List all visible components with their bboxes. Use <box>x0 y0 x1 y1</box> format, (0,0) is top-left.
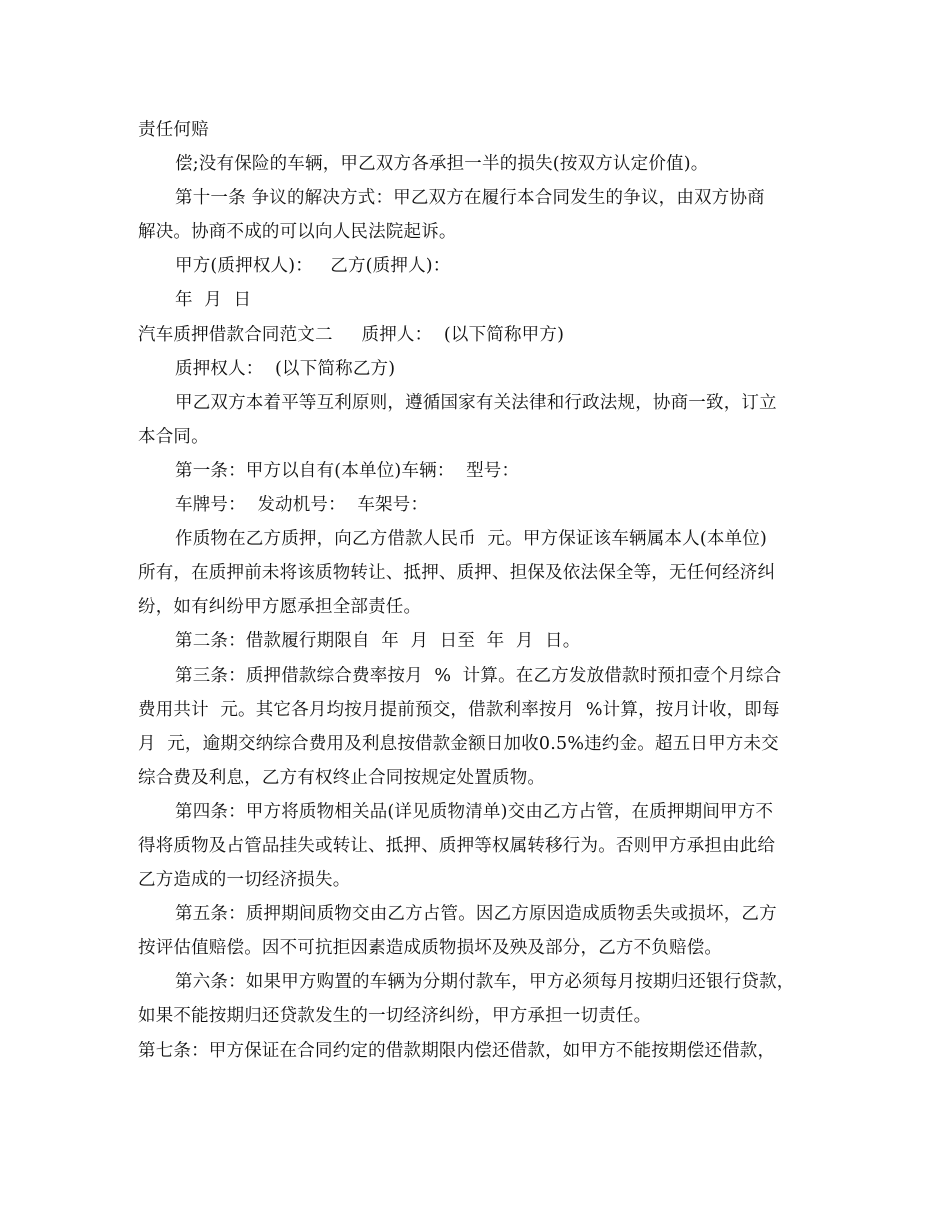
section-heading: 汽车质押借款合同范文二 质押人： (以下简称甲方) <box>138 324 565 345</box>
text-line: 甲方(质押权人)： 乙方(质押人)： <box>175 256 451 277</box>
text-line: 第七条：甲方保证在合同约定的借款期限内偿还借款，如甲方不能按期偿还借款， <box>138 1040 776 1061</box>
text-line: 乙方造成的一切经济损失。 <box>138 870 351 891</box>
text-line: 如果不能按期归还贷款发生的一切经济纠纷，甲方承担一切责任。 <box>138 1006 652 1027</box>
text-line: 第十一条 争议的解决方式：甲乙双方在履行本合同发生的争议，由双方协商 <box>175 188 765 209</box>
text-line: 所有，在质押前未将该质物转让、抵押、质押、担保及依法保全等，无任何经济纠 <box>138 563 776 584</box>
text-line: 第五条：质押期间质物交由乙方占管。因乙方原因造成质物丢失或损坏，乙方 <box>175 904 777 925</box>
text-line: 第一条：甲方以自有(本单位)车辆： 型号： <box>175 460 520 481</box>
text-line: 费用共计 元。其它各月均按月提前预交，借款利率按月 %计算，按月计收，即每 <box>138 699 780 720</box>
document-body <box>138 113 818 1068</box>
text-line: 本合同。 <box>138 426 209 447</box>
text-line: 甲乙双方本着平等互利原则，遵循国家有关法律和行政法规，协商一致，订立 <box>175 392 777 413</box>
text-line: 月 元，逾期交纳综合费用及利息按借款金额日加收0.5%违约金。超五日甲方未交 <box>138 733 779 754</box>
text-line: 质押权人： (以下简称乙方) <box>175 358 396 379</box>
text-line: 第二条：借款履行期限自 年 月 日至 年 月 日。 <box>175 631 581 652</box>
text-line: 按评估值赔偿。因不可抗拒因素造成质物损坏及殃及部分，乙方不负赔偿。 <box>138 938 723 959</box>
text-line: 纷，如有纠纷甲方愿承担全部责任。 <box>138 597 422 618</box>
text-line: 偿;没有保险的车辆，甲乙双方各承担一半的损失(按双方认定价值)。 <box>175 154 709 175</box>
text-line: 第六条：如果甲方购置的车辆为分期付款车，甲方必须每月按期归还银行贷款， <box>175 972 795 993</box>
text-line: 得将质物及占管品挂失或转让、抵押、质押等权属转移行为。否则甲方承担由此给 <box>138 835 776 856</box>
text-line: 综合费及利息，乙方有权终止合同按规定处置质物。 <box>138 767 546 788</box>
text-line: 第四条：甲方将质物相关品(详见质物清单)交由乙方占管，在质押期间甲方不 <box>175 801 774 822</box>
text-line: 解决。协商不成的可以向人民法院起诉。 <box>138 222 457 243</box>
text-line: 第三条：质押借款综合费率按月 % 计算。在乙方发放借款时预扣壹个月综合 <box>175 665 782 686</box>
text-line: 作质物在乙方质押，向乙方借款人民币 元。甲方保证该车辆属本人(本单位) <box>175 529 767 550</box>
text-line: 责任何赔 <box>138 120 209 140</box>
text-line: 车牌号： 发动机号： 车架号： <box>175 495 429 516</box>
text-line: 年 月 日 <box>175 290 252 311</box>
